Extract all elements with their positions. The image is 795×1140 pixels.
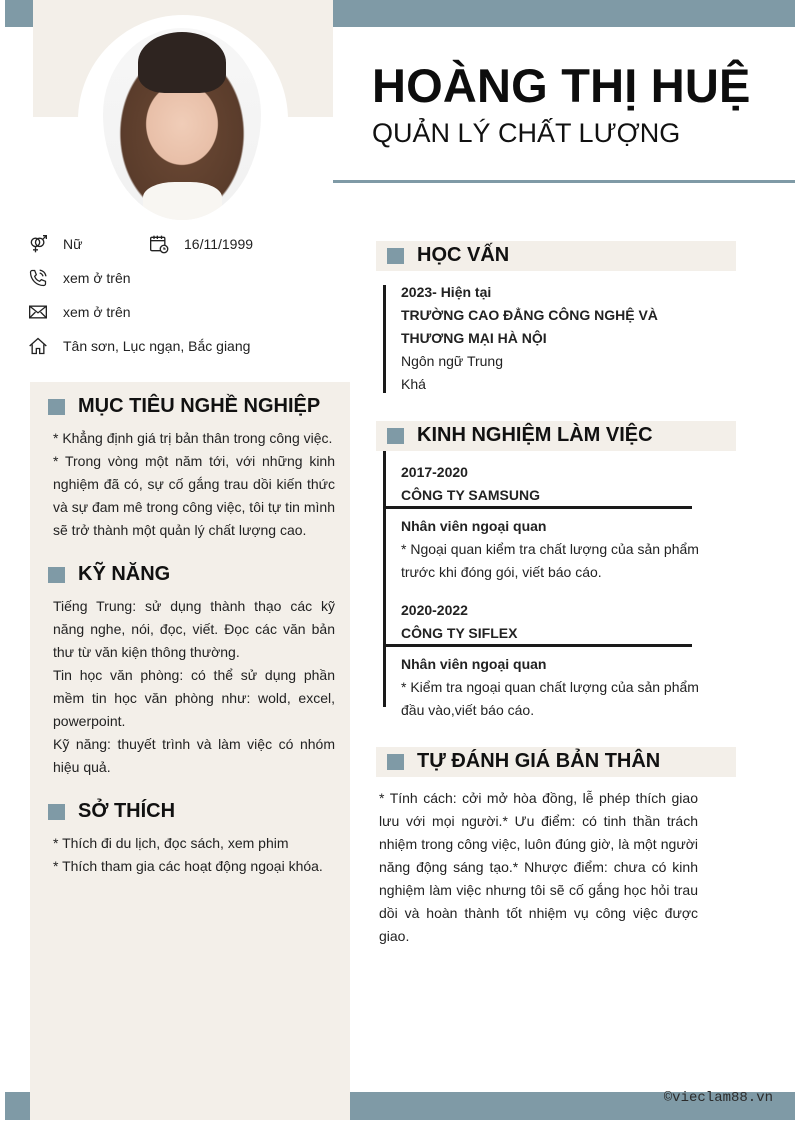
education-period: 2023- Hiện tại <box>401 284 492 300</box>
education-grade: Khá <box>401 376 426 392</box>
skills-text: Tiếng Trung: sử dụng thành thạo các kỹ năng nghe, nói, đọc, viết. Đọc các văn bản thư từ văn kiện thông thường. Tin học văn phòng: có thể sử dụng phần mềm tin học văn phòng như: wold, excel, powerpoint. Kỹ năng: thuyết trình và làm việc có nhóm hiệu quả. <box>53 598 335 775</box>
education-timeline <box>383 285 386 393</box>
gender-icon <box>28 234 48 254</box>
education-major: Ngôn ngữ Trung <box>401 353 503 369</box>
job-1-period: 2017-2020 <box>401 464 468 480</box>
hobbies-heading: SỞ THÍCH <box>48 800 175 823</box>
job-1-position: Nhân viên ngoại quan <box>401 518 547 534</box>
job-1-divider <box>384 506 692 509</box>
header-divider <box>333 180 795 183</box>
section-marker <box>387 248 404 264</box>
job-2-description: * Kiểm tra ngoại quan chất lượng của sản phẩm đầu vào,viết báo cáo. <box>401 679 699 718</box>
self-assessment-text: * Tính cách: cởi mở hòa đồng, lễ phép thích giao lưu với mọi người.* Ưu điểm: có tinh thần trách nhiệm trong công việc, luôn đúng giờ, là một người năng động sáng tạo.* Nhược điểm: chưa có kinh nghiệm làm việc nhưng tôi sẽ cố gắng học hỏi trau dồi và hoàn thành tốt nhiệm vụ công việc được giao. <box>379 790 698 944</box>
birthday-value: 16/11/1999 <box>184 236 254 252</box>
email-value: xem ở trên <box>63 304 131 320</box>
self-assessment-heading: TỰ ĐÁNH GIÁ BẢN THÂN <box>387 750 660 773</box>
avatar-shirt <box>143 182 222 220</box>
job-2-company: CÔNG TY SIFLEX <box>401 625 518 641</box>
education-heading: HỌC VẤN <box>387 244 509 267</box>
left-column-tail <box>30 1092 350 1120</box>
experience-timeline <box>383 451 386 707</box>
education-details <box>401 281 711 396</box>
job-2-body <box>401 653 711 722</box>
gender-value: Nữ <box>63 236 83 252</box>
hobbies-text: * Thích đi du lịch, đọc sách, xem phim * Thích tham gia các hoạt động ngoại khóa. <box>53 835 323 874</box>
phone-row <box>28 268 131 288</box>
experience-heading: KINH NGHIỆM LÀM VIỆC <box>387 424 653 447</box>
mail-icon <box>28 302 48 322</box>
job-1-body <box>401 515 711 584</box>
job-1-header <box>401 461 711 507</box>
home-icon <box>28 336 48 356</box>
job-2-header <box>401 599 711 645</box>
section-marker <box>48 567 65 583</box>
watermark: ©vieclam88.vn <box>663 1090 773 1106</box>
section-marker <box>387 754 404 770</box>
section-marker <box>387 428 404 444</box>
avatar-hair <box>138 32 226 93</box>
job-1-description: * Ngoại quan kiểm tra chất lượng của sản phẩm trước khi đóng gói, viết báo cáo. <box>401 541 699 580</box>
email-row <box>28 302 131 322</box>
education-school: TRƯỜNG CAO ĐẲNG CÔNG NGHỆ VÀ THƯƠNG MẠI HÀ NỘI <box>401 307 658 346</box>
calendar-icon <box>149 234 169 254</box>
address-row <box>28 336 250 356</box>
address-value: Tân sơn, Lục ngạn, Bắc giang <box>63 338 251 354</box>
section-marker <box>48 399 65 415</box>
job-2-divider <box>384 644 692 647</box>
gender-row <box>28 234 82 254</box>
job-title: QUẢN LÝ CHẤT LƯỢNG <box>372 118 681 148</box>
phone-value: xem ở trên <box>63 270 131 286</box>
job-2-period: 2020-2022 <box>401 602 468 618</box>
career-goal-text: * Khẳng định giá trị bản thân trong công việc. * Trong vòng một năm tới, với những kinh nghiệm đã có, sự cố gắng trau dồi kiến thức và sự đam mê trong công việc, tôi tự tin mình sẽ trở thành một quản lý chất lượng cao. <box>53 430 335 538</box>
skills-heading: KỸ NĂNG <box>48 563 170 586</box>
career-goal-heading: MỤC TIÊU NGHỀ NGHIỆP <box>48 395 320 418</box>
section-marker <box>48 804 65 820</box>
candidate-name: HOÀNG THỊ HUỆ <box>372 59 751 112</box>
job-2-position: Nhân viên ngoại quan <box>401 656 547 672</box>
birthday-row <box>149 234 253 254</box>
job-1-company: CÔNG TY SAMSUNG <box>401 487 540 503</box>
phone-icon <box>28 268 48 288</box>
